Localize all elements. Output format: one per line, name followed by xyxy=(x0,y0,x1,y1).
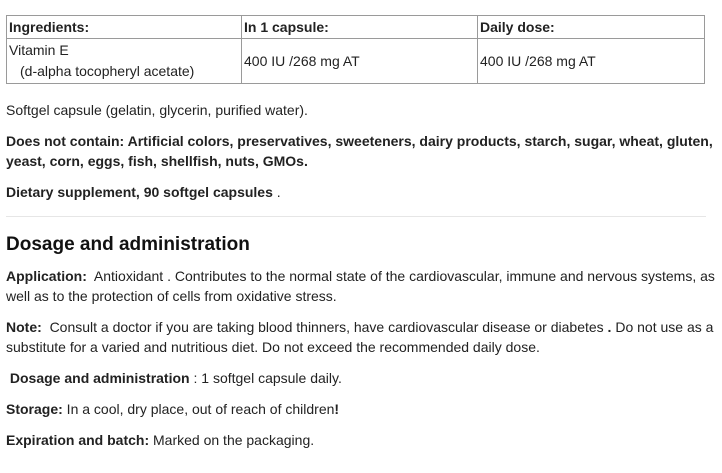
ingredient-subname: (d-alpha tocopheryl acetate) xyxy=(20,63,195,79)
note-dot: . xyxy=(603,319,612,335)
table-row xyxy=(7,39,705,84)
application-label: Application: xyxy=(6,268,87,284)
note-text-2: Do not use as a substitute for a varied and nutritious diet. Do not exceed the recommended daily dose. xyxy=(6,319,714,355)
does-not-contain-text: Artificial colors, preservatives, sweeteners, dairy products, starch, sugar, wheat, gluten, yeast, corn, eggs, fish, shellfish, nuts, GMOs. xyxy=(6,133,713,169)
application-word: Antioxidant . xyxy=(93,268,171,284)
table-header-row xyxy=(7,16,705,39)
note-text: Consult a doctor if you are taking blood thinners, have cardiovascular disease or diabetes xyxy=(49,319,604,335)
supplement-bold: Dietary supplement, 90 softgel capsules xyxy=(6,184,273,200)
storage-label: Storage: xyxy=(6,401,63,417)
dosage-text: : 1 softgel capsule daily. xyxy=(189,370,342,386)
ingredients-table xyxy=(6,15,705,84)
application-text: Contributes to the normal state of the cardiovascular, immune and nervous systems, as well as to the protection of cells from oxidative stress. xyxy=(6,268,715,304)
expiration-label: Expiration and batch: xyxy=(6,432,150,448)
storage-paragraph xyxy=(6,399,716,419)
supplement-tail: . xyxy=(272,184,281,200)
ingredient-cell xyxy=(7,39,242,84)
does-not-contain xyxy=(6,131,716,171)
note-paragraph xyxy=(6,317,716,357)
capsule-composition: Softgel capsule (gelatin, glycerin, purified water). xyxy=(6,102,308,118)
storage-text: In a cool, dry place, out of reach of children xyxy=(62,401,335,417)
dosage-paragraph xyxy=(6,368,716,388)
note-label: Note: xyxy=(6,319,42,335)
section-title: Dosage and administration xyxy=(6,234,250,255)
per-capsule-cell: 400 IU /268 mg AT xyxy=(242,39,478,84)
header-ingredients: Ingredients: xyxy=(7,16,242,39)
header-daily-dose: Daily dose: xyxy=(478,16,705,39)
storage-bang: ! xyxy=(334,401,340,417)
application-paragraph xyxy=(6,266,716,306)
ingredient-name: Vitamin E xyxy=(9,42,69,58)
section-divider xyxy=(6,216,706,217)
expiration-text: Marked on the packaging. xyxy=(149,432,315,448)
header-per-capsule: In 1 capsule: xyxy=(242,16,478,39)
daily-dose-cell: 400 IU /268 mg AT xyxy=(478,39,705,84)
expiration-paragraph xyxy=(6,430,716,450)
product-info-page xyxy=(0,15,722,450)
dosage-label: Dosage and administration xyxy=(9,370,190,386)
does-not-contain-label: Does not contain: xyxy=(6,133,125,149)
supplement-description xyxy=(6,182,716,202)
